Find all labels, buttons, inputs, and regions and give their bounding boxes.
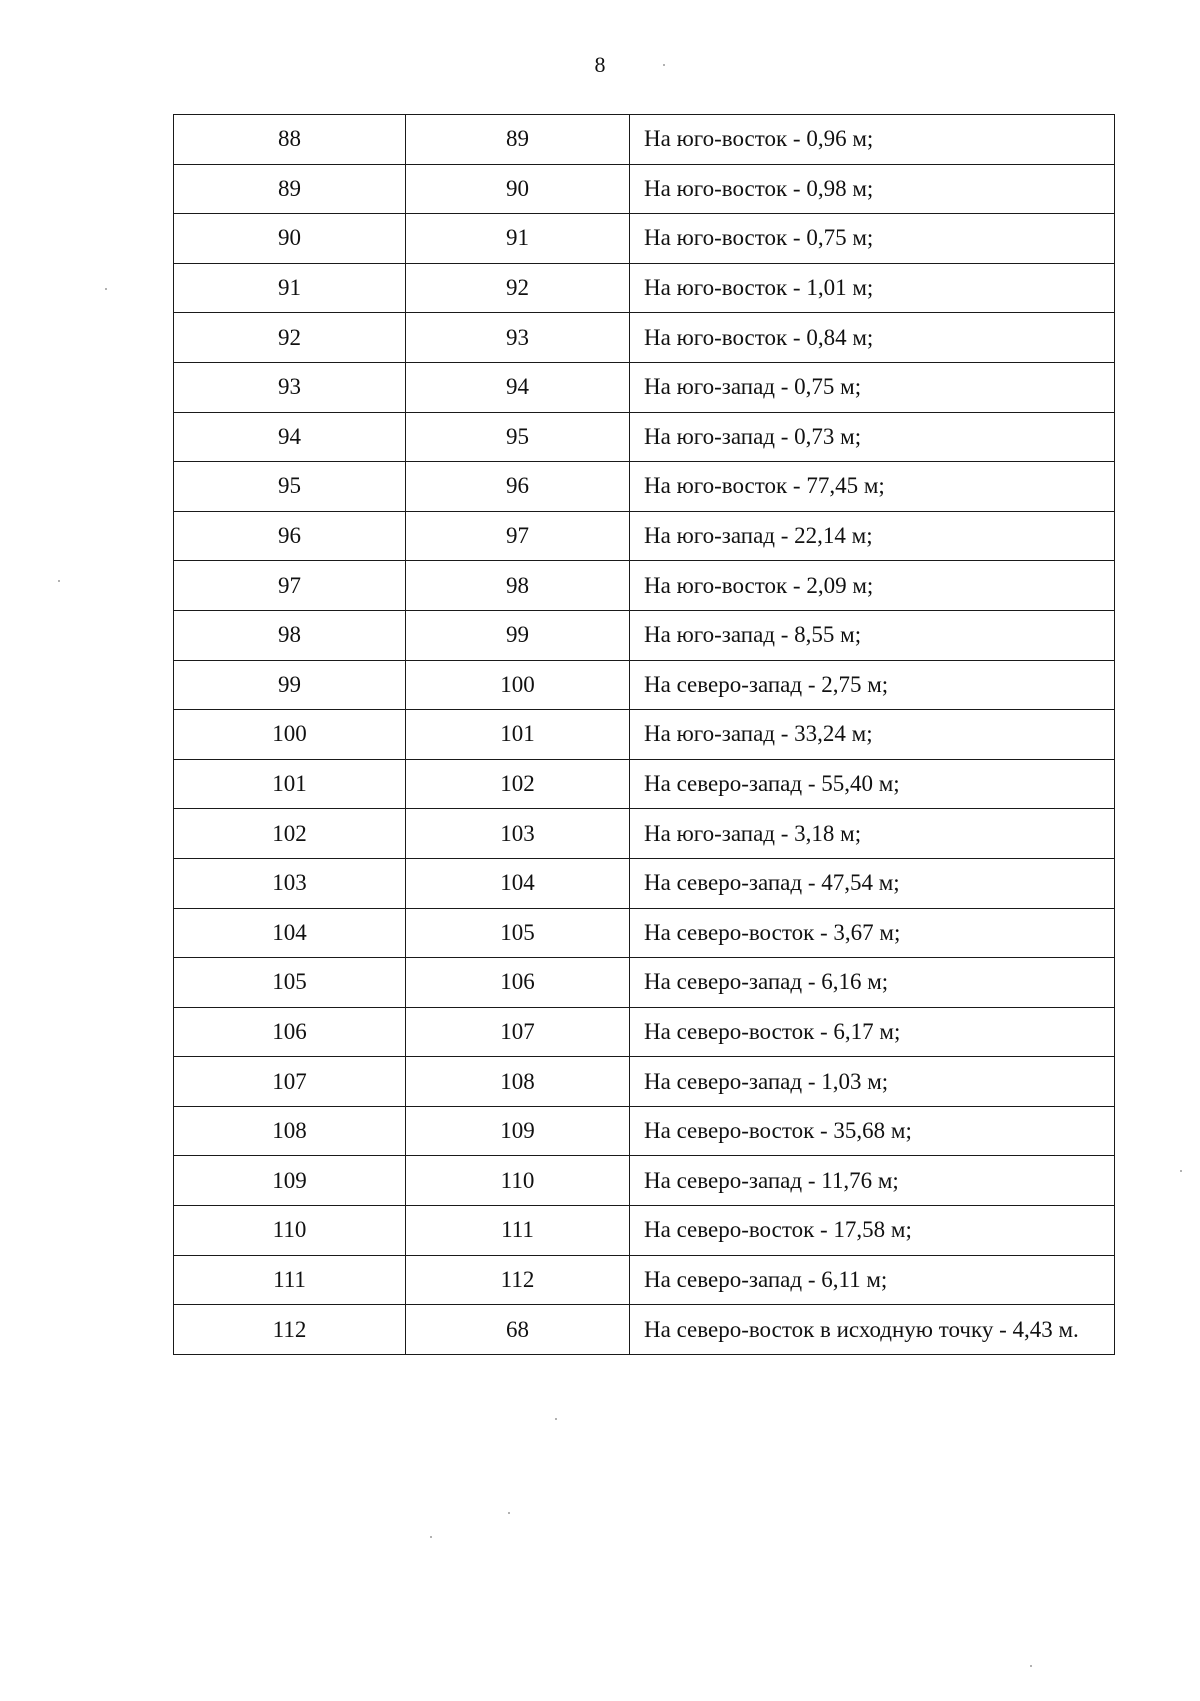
row-start-point: 102	[174, 809, 406, 859]
row-direction-distance: На северо-запад - 6,16 м;	[630, 958, 1115, 1008]
row-direction-distance: На северо-восток - 17,58 м;	[630, 1206, 1115, 1256]
scan-speck	[1030, 1665, 1032, 1667]
boundary-table-body	[174, 115, 1115, 1355]
row-direction-distance: На северо-восток - 3,67 м;	[630, 908, 1115, 958]
row-direction-distance: На юго-восток - 0,75 м;	[630, 214, 1115, 264]
page-number: 8	[594, 52, 606, 77]
table-row	[174, 164, 1115, 214]
row-end-point: 106	[406, 958, 630, 1008]
table-row	[174, 115, 1115, 165]
row-start-point: 96	[174, 511, 406, 561]
row-end-point: 97	[406, 511, 630, 561]
row-start-point: 93	[174, 362, 406, 412]
row-start-point: 107	[174, 1057, 406, 1107]
row-start-point: 94	[174, 412, 406, 462]
row-direction-distance: На юго-восток - 0,84 м;	[630, 313, 1115, 363]
row-start-point: 106	[174, 1007, 406, 1057]
table-row	[174, 858, 1115, 908]
table-row	[174, 908, 1115, 958]
boundary-table	[173, 114, 1115, 1355]
row-start-point: 104	[174, 908, 406, 958]
row-direction-distance: На северо-запад - 1,03 м;	[630, 1057, 1115, 1107]
table-row	[174, 1007, 1115, 1057]
table-row	[174, 462, 1115, 512]
row-direction-distance: На юго-восток - 77,45 м;	[630, 462, 1115, 512]
row-direction-distance: На северо-запад - 2,75 м;	[630, 660, 1115, 710]
row-direction-distance: На юго-запад - 0,73 м;	[630, 412, 1115, 462]
scan-speck	[105, 288, 107, 290]
row-end-point: 112	[406, 1255, 630, 1305]
row-direction-distance: На юго-восток - 2,09 м;	[630, 561, 1115, 611]
row-end-point: 94	[406, 362, 630, 412]
row-start-point: 105	[174, 958, 406, 1008]
row-start-point: 99	[174, 660, 406, 710]
row-start-point: 103	[174, 858, 406, 908]
table-row	[174, 759, 1115, 809]
row-end-point: 107	[406, 1007, 630, 1057]
row-direction-distance: На юго-восток - 1,01 м;	[630, 263, 1115, 313]
row-start-point: 97	[174, 561, 406, 611]
row-end-point: 93	[406, 313, 630, 363]
table-row	[174, 263, 1115, 313]
row-direction-distance: На северо-запад - 55,40 м;	[630, 759, 1115, 809]
row-end-point: 89	[406, 115, 630, 165]
row-end-point: 102	[406, 759, 630, 809]
scan-speck	[508, 1512, 510, 1514]
row-start-point: 88	[174, 115, 406, 165]
scan-speck	[663, 64, 665, 66]
row-start-point: 92	[174, 313, 406, 363]
table-row	[174, 660, 1115, 710]
row-start-point: 111	[174, 1255, 406, 1305]
row-direction-distance: На северо-восток - 35,68 м;	[630, 1106, 1115, 1156]
row-direction-distance: На юго-запад - 22,14 м;	[630, 511, 1115, 561]
table-row	[174, 1057, 1115, 1107]
row-end-point: 111	[406, 1206, 630, 1256]
table-row	[174, 710, 1115, 760]
row-start-point: 95	[174, 462, 406, 512]
row-end-point: 91	[406, 214, 630, 264]
row-end-point: 109	[406, 1106, 630, 1156]
row-end-point: 68	[406, 1305, 630, 1355]
row-end-point: 92	[406, 263, 630, 313]
table-row	[174, 412, 1115, 462]
row-direction-distance: На северо-запад - 6,11 м;	[630, 1255, 1115, 1305]
table-row	[174, 1156, 1115, 1206]
row-start-point: 112	[174, 1305, 406, 1355]
table-row	[174, 1206, 1115, 1256]
row-direction-distance: На юго-восток - 0,98 м;	[630, 164, 1115, 214]
row-end-point: 98	[406, 561, 630, 611]
scan-speck	[1180, 1170, 1182, 1172]
row-end-point: 96	[406, 462, 630, 512]
row-direction-distance: На юго-восток - 0,96 м;	[630, 115, 1115, 165]
row-end-point: 103	[406, 809, 630, 859]
row-direction-distance: На юго-запад - 33,24 м;	[630, 710, 1115, 760]
scan-speck	[555, 1418, 557, 1420]
row-end-point: 90	[406, 164, 630, 214]
table-row	[174, 1305, 1115, 1355]
table-row	[174, 958, 1115, 1008]
row-end-point: 101	[406, 710, 630, 760]
table-row	[174, 809, 1115, 859]
row-direction-distance: На юго-запад - 0,75 м;	[630, 362, 1115, 412]
row-start-point: 110	[174, 1206, 406, 1256]
table-row	[174, 1106, 1115, 1156]
table-row	[174, 214, 1115, 264]
row-start-point: 101	[174, 759, 406, 809]
row-direction-distance: На юго-запад - 3,18 м;	[630, 809, 1115, 859]
row-start-point: 90	[174, 214, 406, 264]
scan-speck	[58, 580, 60, 582]
row-direction-distance: На северо-запад - 11,76 м;	[630, 1156, 1115, 1206]
table-row	[174, 561, 1115, 611]
table-row	[174, 511, 1115, 561]
row-direction-distance: На северо-запад - 47,54 м;	[630, 858, 1115, 908]
row-end-point: 105	[406, 908, 630, 958]
row-direction-distance: На юго-запад - 8,55 м;	[630, 610, 1115, 660]
table-row	[174, 1255, 1115, 1305]
row-start-point: 109	[174, 1156, 406, 1206]
row-start-point: 89	[174, 164, 406, 214]
row-end-point: 95	[406, 412, 630, 462]
row-end-point: 99	[406, 610, 630, 660]
table-row	[174, 610, 1115, 660]
scan-speck	[430, 1536, 432, 1538]
row-direction-distance: На северо-восток в исходную точку - 4,43 м.	[630, 1305, 1115, 1355]
row-end-point: 100	[406, 660, 630, 710]
row-end-point: 110	[406, 1156, 630, 1206]
row-start-point: 108	[174, 1106, 406, 1156]
row-start-point: 100	[174, 710, 406, 760]
row-start-point: 98	[174, 610, 406, 660]
row-direction-distance: На северо-восток - 6,17 м;	[630, 1007, 1115, 1057]
row-end-point: 108	[406, 1057, 630, 1107]
table-row	[174, 362, 1115, 412]
row-end-point: 104	[406, 858, 630, 908]
table-row	[174, 313, 1115, 363]
row-start-point: 91	[174, 263, 406, 313]
